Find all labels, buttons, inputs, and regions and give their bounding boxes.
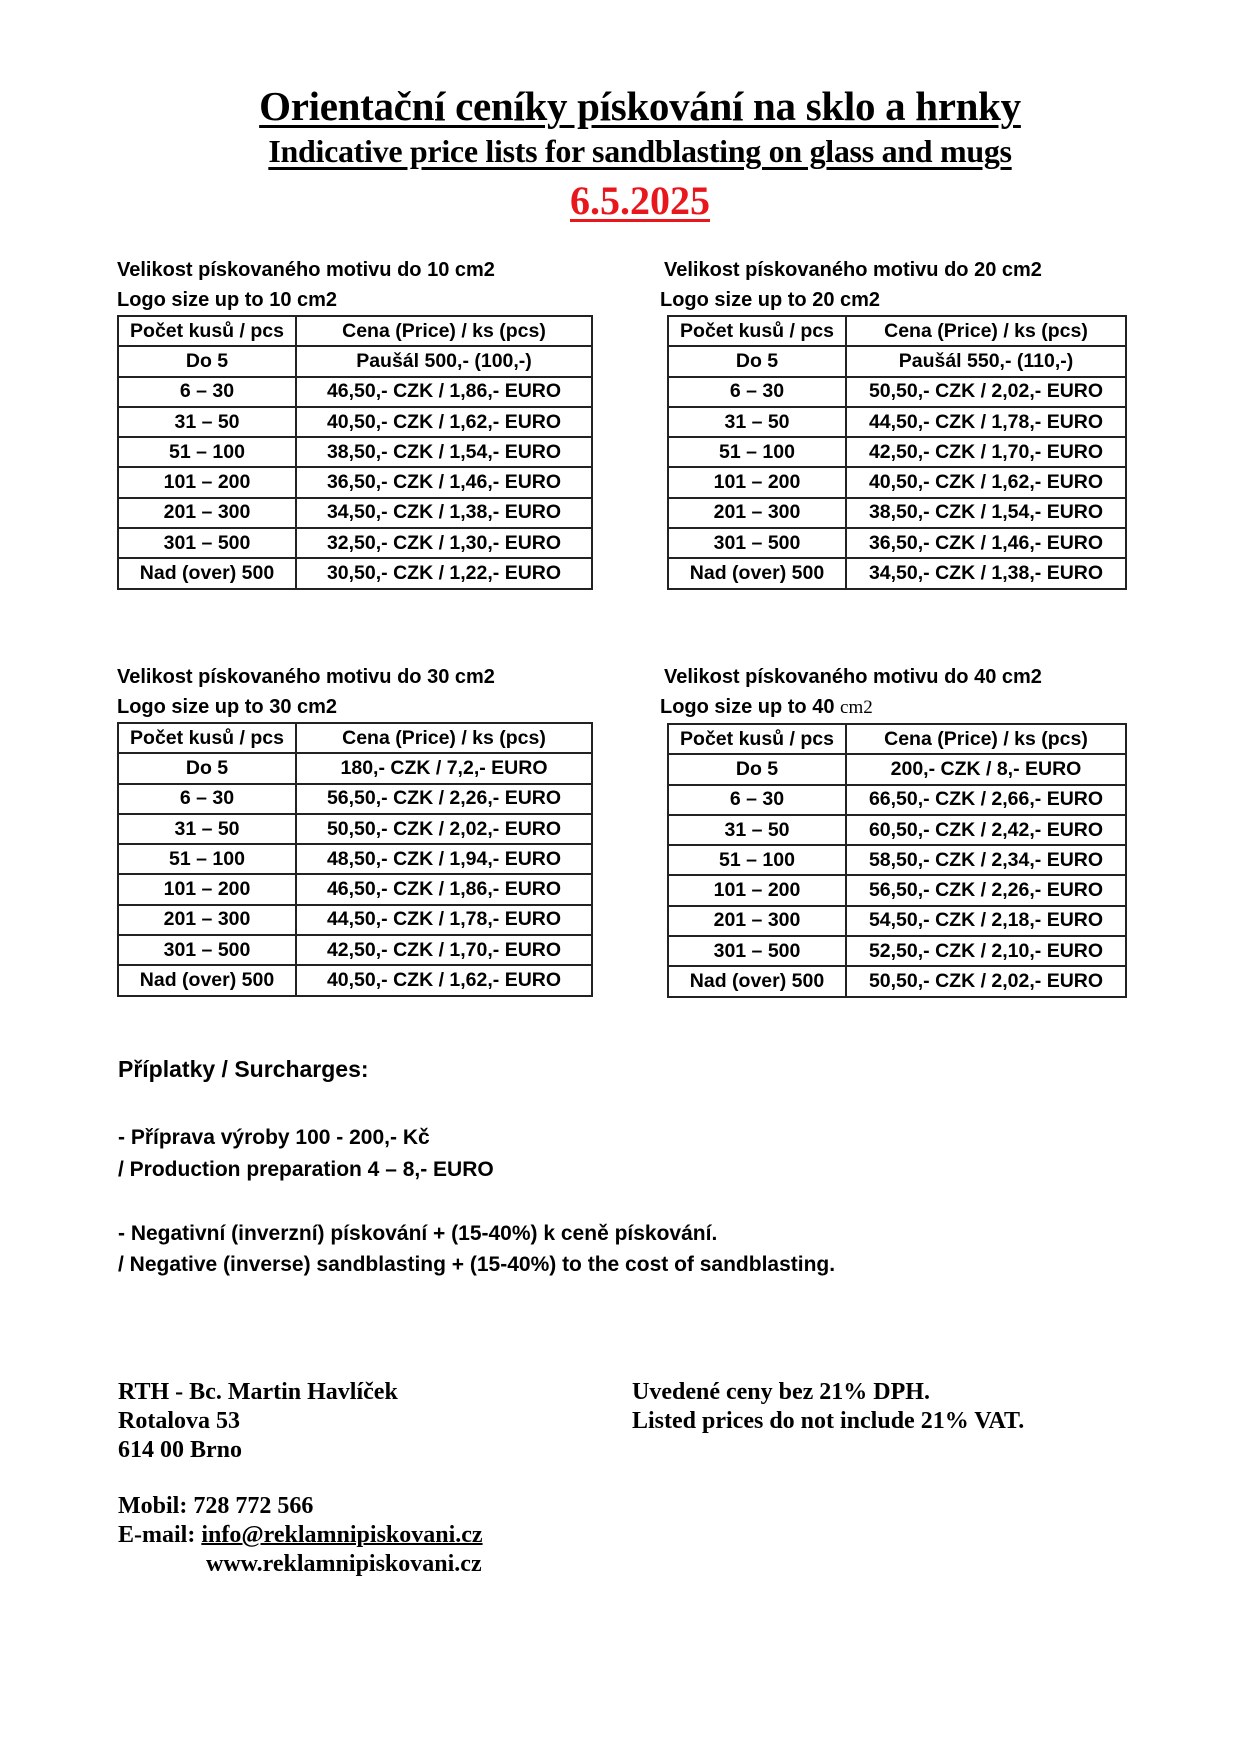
contact-info	[118, 1492, 483, 1579]
qty-cell: 201 – 300	[118, 905, 296, 935]
section-heading-en: Logo size up to 20 cm2	[660, 289, 881, 311]
price-cell: 36,50,- CZK / 1,46,- EURO	[296, 467, 592, 497]
qty-cell: 51 – 100	[118, 844, 296, 874]
table-row	[118, 935, 592, 965]
section-heading-cz: Velikost pískovaného motivu do 40 cm2	[664, 666, 1042, 688]
table-row	[668, 875, 1126, 905]
table-row	[118, 965, 592, 995]
column-header-qty: Počet kusů / pcs	[668, 724, 846, 754]
price-cell: 200,- CZK / 8,- EURO	[846, 754, 1126, 784]
price-cell: 56,50,- CZK / 2,26,- EURO	[846, 875, 1126, 905]
qty-cell: Nad (over) 500	[118, 965, 296, 995]
section-heading-en: Logo size up to 30 cm2	[117, 696, 338, 718]
page-subtitle: Indicative price lists for sandblasting on glass and mugs	[268, 133, 1012, 169]
table-row	[118, 346, 592, 376]
website-link[interactable]: www.reklamnipiskovani.cz	[206, 1551, 482, 1577]
vat-note	[632, 1378, 1024, 1436]
price-cell: 46,50,- CZK / 1,86,- EURO	[296, 377, 592, 407]
price-cell: 44,50,- CZK / 1,78,- EURO	[296, 905, 592, 935]
price-cell: 40,50,- CZK / 1,62,- EURO	[296, 965, 592, 995]
vat-note-cz: Uvedené ceny bez 21% DPH.	[632, 1379, 930, 1405]
section-heading-en: Logo size up to 10 cm2	[117, 289, 338, 311]
price-block-10cm2	[117, 255, 593, 590]
price-table	[117, 315, 593, 590]
table-row	[668, 377, 1126, 407]
qty-cell: 31 – 50	[668, 407, 846, 437]
section-heading-cz: Velikost pískovaného motivu do 30 cm2	[117, 666, 495, 688]
price-cell: Paušál 550,- (110,-)	[846, 346, 1126, 376]
price-cell: 40,50,- CZK / 1,62,- EURO	[296, 407, 592, 437]
price-table	[667, 315, 1127, 590]
surcharge-line-cz: - Příprava výroby 100 - 200,- Kč	[118, 1126, 430, 1149]
table-row	[668, 785, 1126, 815]
vat-note-en: Listed prices do not include 21% VAT.	[632, 1408, 1025, 1434]
surcharges-heading: Příplatky / Surcharges:	[118, 1056, 369, 1082]
price-cell: 30,50,- CZK / 1,22,- EURO	[296, 558, 592, 588]
qty-cell: 301 – 500	[118, 935, 296, 965]
price-cell: 60,50,- CZK / 2,42,- EURO	[846, 815, 1126, 845]
price-cell: Paušál 500,- (100,-)	[296, 346, 592, 376]
column-header-qty: Počet kusů / pcs	[118, 723, 296, 753]
qty-cell: 101 – 200	[118, 467, 296, 497]
price-cell: 42,50,- CZK / 1,70,- EURO	[846, 437, 1126, 467]
qty-cell: Nad (over) 500	[668, 558, 846, 588]
qty-cell: 201 – 300	[668, 906, 846, 936]
table-row	[668, 966, 1126, 996]
price-block-20cm2	[660, 255, 1127, 590]
price-cell: 50,50,- CZK / 2,02,- EURO	[846, 377, 1126, 407]
email-line: E-mail: info@reklamnipiskovani.cz	[118, 1522, 483, 1548]
qty-cell: 51 – 100	[668, 437, 846, 467]
table-row	[668, 498, 1126, 528]
column-header-price: Cena (Price) / ks (pcs)	[846, 724, 1126, 754]
page-title: Orientační ceníky pískování na sklo a hrnky	[259, 83, 1021, 129]
table-header-row	[118, 316, 592, 346]
table-row	[118, 844, 592, 874]
qty-cell: 301 – 500	[118, 528, 296, 558]
price-table	[117, 722, 593, 997]
price-list-date: 6.5.2025	[570, 178, 710, 223]
surcharge-line-en: / Negative (inverse) sandblasting + (15-40%) to the cost of sandblasting.	[118, 1253, 836, 1276]
qty-cell: Do 5	[668, 346, 846, 376]
qty-cell: 6 – 30	[668, 377, 846, 407]
price-cell: 38,50,- CZK / 1,54,- EURO	[296, 437, 592, 467]
price-cell: 34,50,- CZK / 1,38,- EURO	[296, 498, 592, 528]
price-block-40cm2	[660, 662, 1127, 998]
qty-cell: Nad (over) 500	[118, 558, 296, 588]
city: 614 00 Brno	[118, 1437, 243, 1463]
qty-cell: Nad (over) 500	[668, 966, 846, 996]
qty-cell: 101 – 200	[668, 875, 846, 905]
qty-cell: Do 5	[118, 753, 296, 783]
mobile: Mobil: 728 772 566	[118, 1493, 314, 1519]
surcharge-line-en: / Production preparation 4 – 8,- EURO	[118, 1158, 494, 1181]
price-cell: 34,50,- CZK / 1,38,- EURO	[846, 558, 1126, 588]
price-cell: 50,50,- CZK / 2,02,- EURO	[296, 814, 592, 844]
section-heading-en: Logo size up to 40 cm2	[660, 696, 873, 718]
price-cell: 58,50,- CZK / 2,34,- EURO	[846, 845, 1126, 875]
qty-cell: 31 – 50	[668, 815, 846, 845]
price-cell: 56,50,- CZK / 2,26,- EURO	[296, 784, 592, 814]
table-row	[118, 558, 592, 588]
price-cell: 180,- CZK / 7,2,- EURO	[296, 753, 592, 783]
section-heading-cz: Velikost pískovaného motivu do 20 cm2	[664, 259, 1042, 281]
qty-cell: 201 – 300	[118, 498, 296, 528]
price-cell: 66,50,- CZK / 2,66,- EURO	[846, 785, 1126, 815]
table-row	[118, 407, 592, 437]
table-row	[118, 467, 592, 497]
qty-cell: 51 – 100	[668, 845, 846, 875]
table-row	[668, 936, 1126, 966]
price-cell: 50,50,- CZK / 2,02,- EURO	[846, 966, 1126, 996]
email-link[interactable]: info@reklamnipiskovani.cz	[201, 1522, 483, 1548]
surcharge-line-cz: - Negativní (inverzní) pískování + (15-40%) k ceně pískování.	[118, 1222, 718, 1245]
table-row	[668, 528, 1126, 558]
price-cell: 46,50,- CZK / 1,86,- EURO	[296, 874, 592, 904]
table-row	[668, 754, 1126, 784]
table-row	[118, 377, 592, 407]
table-row	[118, 814, 592, 844]
table-row	[118, 753, 592, 783]
price-cell: 44,50,- CZK / 1,78,- EURO	[846, 407, 1126, 437]
table-header-row	[668, 316, 1126, 346]
qty-cell: 31 – 50	[118, 814, 296, 844]
price-cell: 40,50,- CZK / 1,62,- EURO	[846, 467, 1126, 497]
table-row	[118, 905, 592, 935]
table-row	[118, 498, 592, 528]
table-row	[668, 437, 1126, 467]
column-header-price: Cena (Price) / ks (pcs)	[296, 723, 592, 753]
qty-cell: Do 5	[118, 346, 296, 376]
price-cell: 52,50,- CZK / 2,10,- EURO	[846, 936, 1126, 966]
table-row	[668, 407, 1126, 437]
qty-cell: 6 – 30	[118, 377, 296, 407]
qty-cell: Do 5	[668, 754, 846, 784]
price-cell: 48,50,- CZK / 1,94,- EURO	[296, 844, 592, 874]
price-table	[667, 723, 1127, 998]
qty-cell: 301 – 500	[668, 936, 846, 966]
qty-cell: 101 – 200	[668, 467, 846, 497]
street: Rotalova 53	[118, 1408, 240, 1434]
price-cell: 42,50,- CZK / 1,70,- EURO	[296, 935, 592, 965]
table-row	[118, 437, 592, 467]
table-row	[118, 784, 592, 814]
qty-cell: 101 – 200	[118, 874, 296, 904]
table-row	[668, 815, 1126, 845]
table-row	[668, 346, 1126, 376]
price-cell: 54,50,- CZK / 2,18,- EURO	[846, 906, 1126, 936]
table-row	[668, 845, 1126, 875]
table-row	[668, 906, 1126, 936]
qty-cell: 301 – 500	[668, 528, 846, 558]
qty-cell: 201 – 300	[668, 498, 846, 528]
table-header-row	[668, 724, 1126, 754]
price-cell: 32,50,- CZK / 1,30,- EURO	[296, 528, 592, 558]
column-header-qty: Počet kusů / pcs	[118, 316, 296, 346]
price-block-30cm2	[117, 662, 593, 997]
column-header-price: Cena (Price) / ks (pcs)	[296, 316, 592, 346]
price-cell: 38,50,- CZK / 1,54,- EURO	[846, 498, 1126, 528]
column-header-price: Cena (Price) / ks (pcs)	[846, 316, 1126, 346]
table-row	[668, 467, 1126, 497]
qty-cell: 6 – 30	[668, 785, 846, 815]
table-header-row	[118, 723, 592, 753]
table-row	[118, 528, 592, 558]
qty-cell: 31 – 50	[118, 407, 296, 437]
column-header-qty: Počet kusů / pcs	[668, 316, 846, 346]
company-address	[118, 1378, 398, 1465]
qty-cell: 51 – 100	[118, 437, 296, 467]
table-row	[668, 558, 1126, 588]
qty-cell: 6 – 30	[118, 784, 296, 814]
price-cell: 36,50,- CZK / 1,46,- EURO	[846, 528, 1126, 558]
company-name: RTH - Bc. Martin Havlíček	[118, 1379, 398, 1405]
table-row	[118, 874, 592, 904]
section-heading-cz: Velikost pískovaného motivu do 10 cm2	[117, 259, 495, 281]
